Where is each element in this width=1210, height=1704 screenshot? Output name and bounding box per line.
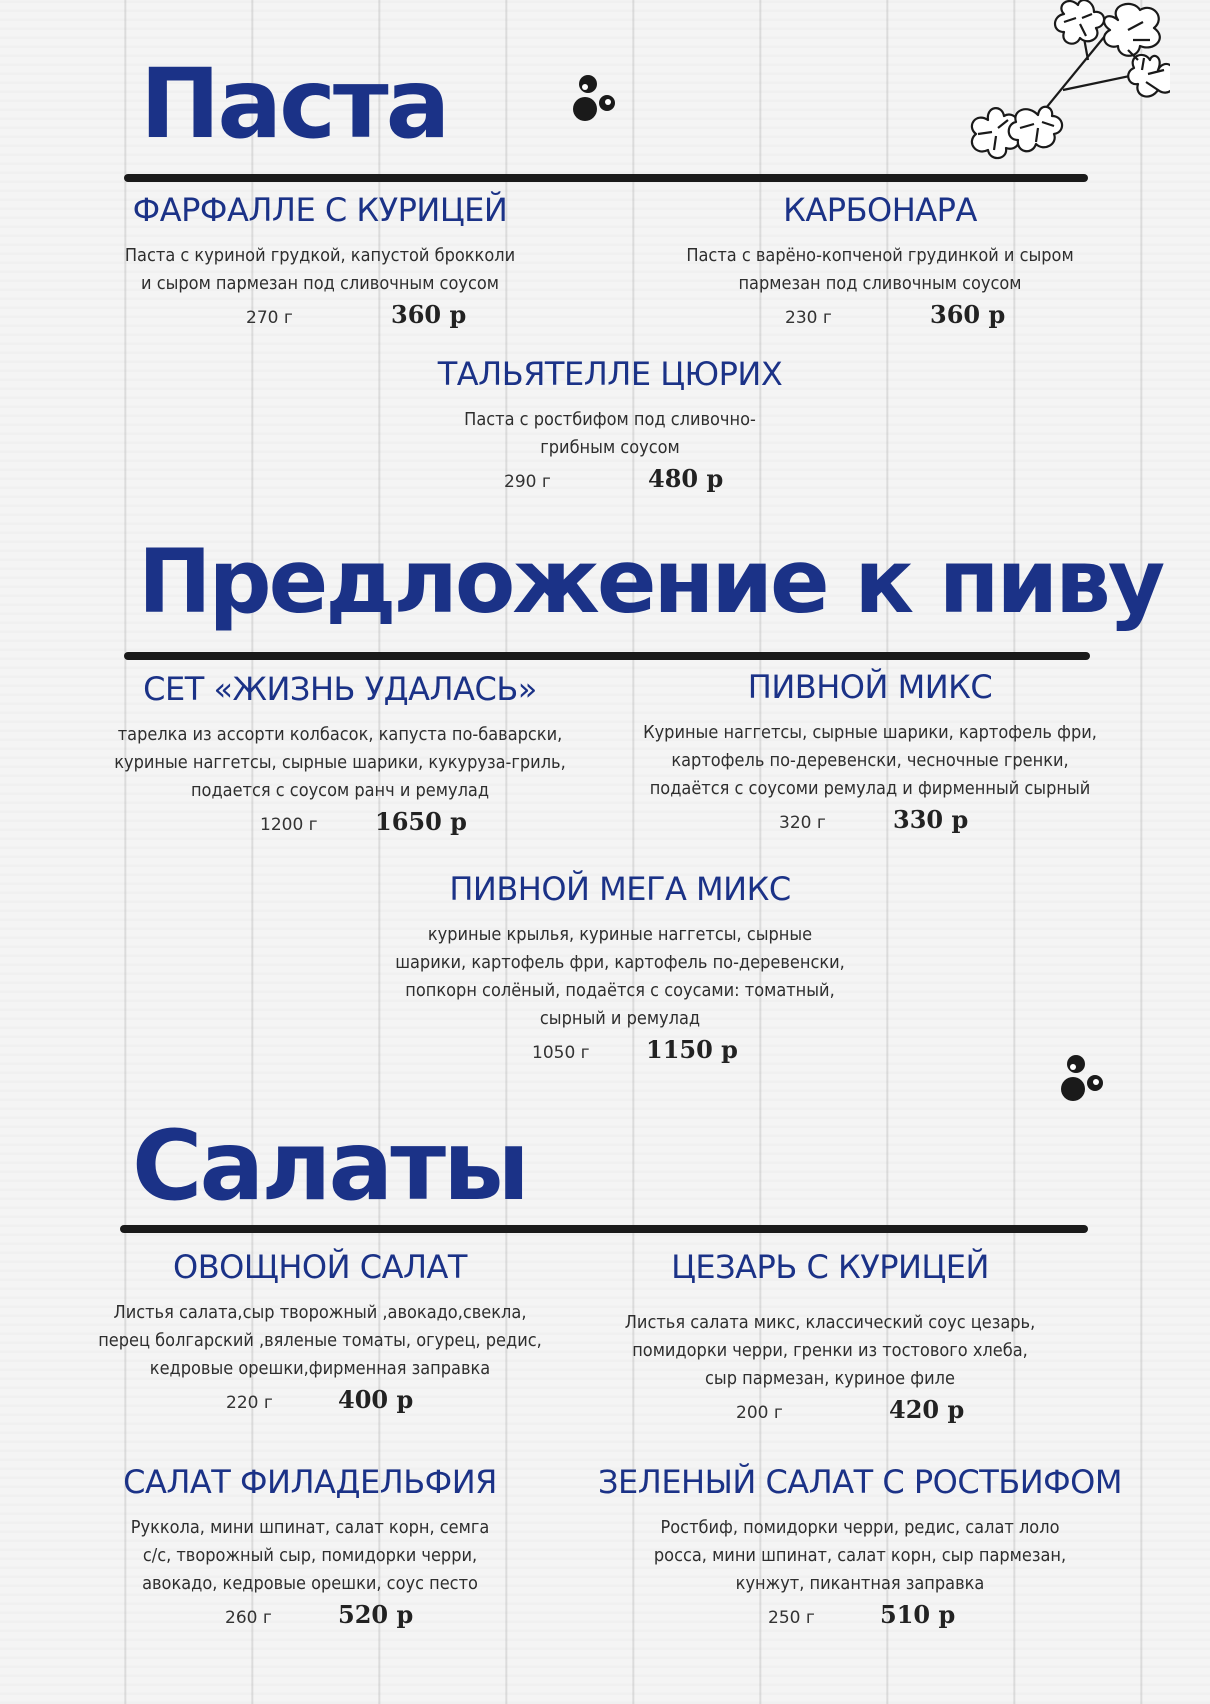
item-description: Ростбиф, помидорки черри, редис, салат лоло росса, мини шпинат, салат корн, сыр пармезан, кунжут, пикантная заправка bbox=[653, 1517, 1067, 1595]
menu-item-caesar bbox=[620, 1250, 1040, 1429]
item-name: ЦЕЗАРЬ С КУРИЦЕЙ bbox=[671, 1248, 989, 1286]
item-name: ОВОЩНОЙ САЛАТ bbox=[173, 1248, 467, 1286]
item-name: САЛАТ ФИЛАДЕЛЬФИЯ bbox=[123, 1463, 497, 1501]
item-description: тарелка из ассорти колбасок, капуста по-баварски, куриные наггетсы, сырные шарики, кукуруза-гриль, подается с соусом ранч и ремулад bbox=[114, 724, 566, 802]
item-price: 360 р bbox=[391, 300, 467, 330]
section-divider bbox=[124, 174, 1088, 182]
item-price: 330 р bbox=[893, 805, 969, 835]
item-description: Листья салата микс, классический соус цезарь, помидорки черри, гренки из тостового хлеба, сыр пармезан, куриное филе bbox=[624, 1312, 1036, 1390]
item-name: ПИВНОЙ МЕГА МИКС bbox=[449, 870, 791, 908]
item-name: ТАЛЬЯТЕЛЛЕ ЦЮРИХ bbox=[437, 355, 783, 393]
section-title-salads: Салаты bbox=[132, 1110, 527, 1222]
menu-item-tagliatelle bbox=[400, 357, 820, 498]
item-weight: 250 г bbox=[768, 1608, 815, 1629]
item-name: КАРБОНАРА bbox=[783, 191, 977, 229]
menu-item-vegetable-salad bbox=[70, 1250, 570, 1419]
item-name: ЗЕЛЕНЫЙ САЛАТ С РОСТБИФОМ bbox=[598, 1463, 1122, 1501]
item-price: 420 р bbox=[889, 1395, 965, 1425]
item-description: Куриные наггетсы, сырные шарики, картофель фри, картофель по-деревенски, чесночные гренки, подаётся с соусоми ремулад и фирменный сырный bbox=[643, 722, 1097, 800]
item-price: 1150 р bbox=[646, 1035, 738, 1065]
item-price: 510 р bbox=[880, 1600, 956, 1630]
section-title-pasta: Паста bbox=[140, 48, 448, 160]
menu-item-philadelphia-salad bbox=[110, 1465, 510, 1634]
item-description: куриные крылья, куриные наггетсы, сырные шарики, картофель фри, картофель по-деревенски, попкорн солёный, подаётся с соусами: томатный, сырный и ремулад bbox=[395, 924, 845, 1030]
item-weight: 220 г bbox=[226, 1393, 273, 1414]
item-description: Паста с ростбифом под сливочно- грибным соусом bbox=[464, 409, 756, 459]
item-description: Паста с куриной грудкой, капустой брокколи и сыром пармезан под сливочным соусом bbox=[124, 245, 516, 295]
item-weight: 320 г bbox=[779, 813, 826, 834]
menu-item-carbonara bbox=[660, 193, 1100, 334]
section-divider bbox=[120, 1225, 1088, 1233]
item-weight: 230 г bbox=[785, 308, 832, 329]
section-title-beer: Предложение к пиву bbox=[138, 530, 1163, 633]
item-name: ПИВНОЙ МИКС bbox=[747, 668, 993, 706]
item-weight: 1050 г bbox=[532, 1043, 590, 1064]
item-description: Руккола, мини шпинат, салат корн, семга с/с, творожный сыр, помидорки черри, авокадо, кедровые орешки, соус песто bbox=[130, 1517, 490, 1595]
item-name: ФАРФАЛЛЕ С КУРИЦЕЙ bbox=[132, 191, 508, 229]
item-description: Листья салата,сыр творожный ,авокадо,свекла, перец болгарский ,вяленые томаты, огурец, редис, кедровые орешки,фирменная заправка bbox=[98, 1302, 542, 1380]
menu-item-set bbox=[100, 672, 580, 841]
item-weight: 270 г bbox=[246, 308, 293, 329]
item-price: 400 р bbox=[338, 1385, 414, 1415]
menu-item-farfalle bbox=[120, 193, 520, 334]
item-price: 360 р bbox=[930, 300, 1006, 330]
item-weight: 200 г bbox=[736, 1403, 783, 1424]
berries-icon bbox=[572, 74, 620, 124]
item-weight: 1200 г bbox=[260, 815, 318, 836]
section-divider bbox=[124, 652, 1090, 660]
parsley-icon bbox=[968, 0, 1170, 160]
item-price: 1650 р bbox=[375, 807, 467, 837]
item-price: 520 р bbox=[338, 1600, 414, 1630]
item-description: Паста с варёно-копченой грудинкой и сыром пармезан под сливочным соусом bbox=[686, 245, 1074, 295]
berries-icon bbox=[1060, 1054, 1108, 1104]
menu-item-beer-mix bbox=[625, 670, 1115, 839]
item-name: СЕТ «ЖИЗНЬ УДАЛАСЬ» bbox=[143, 670, 537, 708]
menu-item-roast-beef-salad bbox=[580, 1465, 1140, 1634]
item-weight: 260 г bbox=[225, 1608, 272, 1629]
item-price: 480 р bbox=[648, 464, 724, 494]
menu-item-beer-mega-mix bbox=[370, 872, 870, 1069]
item-weight: 290 г bbox=[504, 472, 551, 493]
